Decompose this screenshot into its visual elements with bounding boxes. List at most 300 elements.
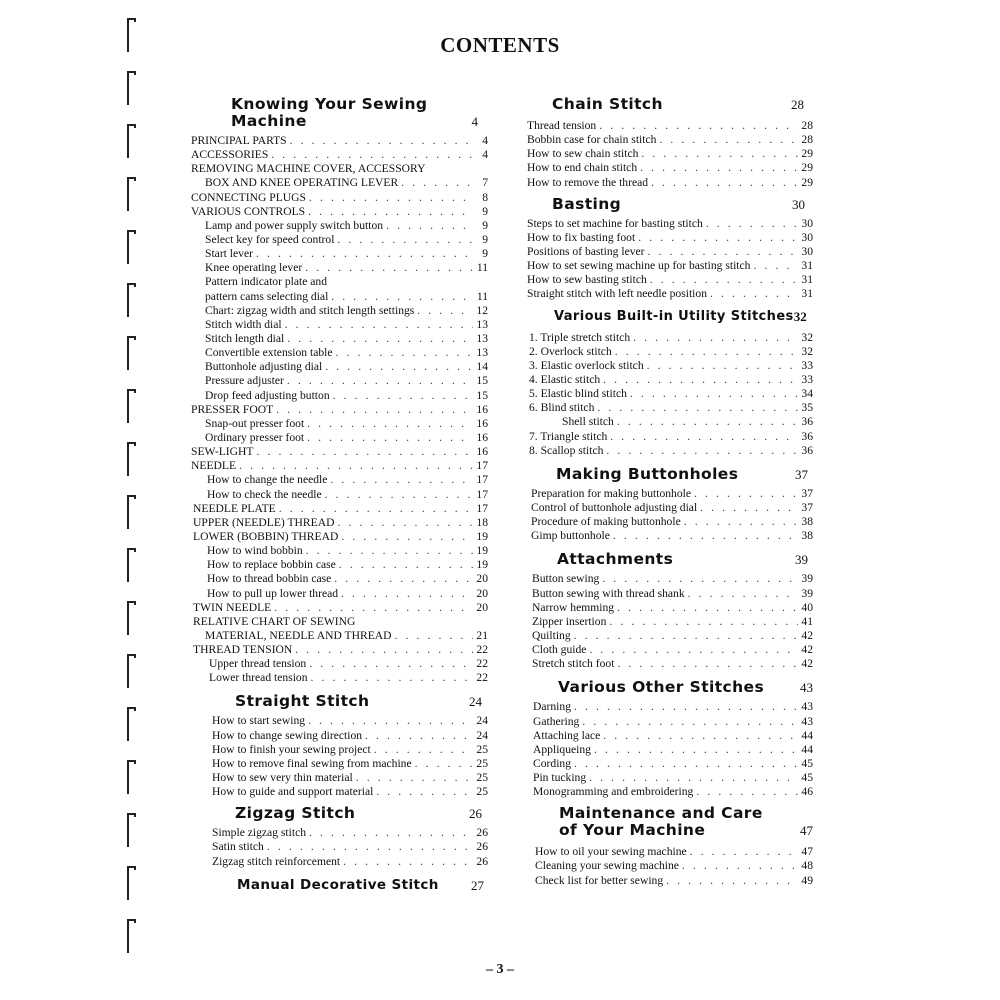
toc-entry [527, 643, 813, 657]
toc-entry [527, 874, 813, 888]
toc-entry-page: 46 [801, 785, 813, 799]
toc-entry-page: 13 [476, 331, 488, 345]
dot-leader [710, 287, 798, 301]
section-page: 27 [471, 877, 484, 893]
section-title: Maintenance and Care [559, 804, 763, 823]
toc-entry-page: 30 [801, 216, 813, 230]
section-page: 37 [795, 466, 808, 482]
toc-entry-label: 4. Elastic stitch [529, 372, 601, 386]
toc-entry-page: 26 [476, 840, 488, 854]
dot-leader [684, 515, 798, 529]
toc-entry-page: 11 [476, 261, 488, 275]
dot-leader [341, 530, 473, 544]
dot-leader [659, 133, 798, 147]
toc-entry [191, 615, 488, 629]
toc-entry [527, 245, 813, 259]
toc-entry [191, 148, 488, 162]
toc-entry-label: Appliqueing [533, 742, 591, 756]
dot-leader [609, 615, 798, 629]
toc-entry-page: 17 [476, 459, 488, 473]
toc-entry [191, 558, 488, 572]
toc-entry-label: How to fix basting foot [527, 230, 636, 244]
toc-entry-page: 28 [801, 133, 813, 147]
binder-hole [125, 654, 137, 688]
toc-entry [191, 601, 488, 615]
toc-entry-page: 43 [801, 700, 813, 714]
toc-entry-page: 32 [801, 344, 813, 358]
dot-leader [650, 273, 798, 287]
dot-leader [325, 360, 473, 374]
toc-entry [527, 161, 813, 175]
toc-entry-label: Shell stitch [562, 415, 614, 429]
section-knowing-your-machine [191, 96, 488, 685]
toc-entry-page: 15 [476, 388, 488, 402]
toc-entry-label: How to start sewing [212, 714, 306, 728]
entry-list [191, 134, 488, 685]
dot-leader [287, 374, 473, 388]
toc-entry-label: Zigzag stitch reinforcement [212, 854, 341, 868]
toc-entry [527, 845, 813, 859]
toc-entry-page: 35 [801, 401, 813, 415]
toc-entry-page: 18 [476, 515, 488, 529]
toc-entry-page: 25 [476, 771, 488, 785]
toc-entry-label: How to sew basting stitch [527, 273, 647, 287]
toc-entry-page: 30 [801, 244, 813, 258]
toc-entry [527, 231, 813, 245]
section-chain-stitch [527, 96, 813, 190]
section-title: Making Buttonholes [556, 464, 739, 483]
toc-entry-label: UPPER (NEEDLE) THREAD [193, 515, 335, 529]
toc-entry-label: 3. Elastic overlock stitch [529, 358, 644, 372]
dot-leader [615, 345, 798, 359]
toc-entry-page: 16 [476, 402, 488, 416]
dot-leader [339, 558, 473, 572]
dot-leader [651, 176, 798, 190]
toc-entry [527, 729, 813, 743]
toc-entry-page: 9 [482, 232, 488, 246]
toc-entry-page: 25 [476, 756, 488, 770]
dot-leader [331, 290, 473, 304]
dot-leader [597, 401, 798, 415]
section-zigzag-stitch [191, 805, 488, 868]
dot-leader [325, 488, 473, 502]
section-title: Basting [552, 194, 622, 213]
dot-leader [613, 529, 798, 543]
toc-entry-label: Select key for speed control [205, 232, 335, 246]
toc-entry-label: How to check the needle [207, 487, 322, 501]
dot-leader [606, 444, 798, 458]
section-basting [527, 196, 813, 302]
toc-entry-page: 19 [476, 558, 488, 572]
dot-leader [290, 134, 473, 148]
toc-entry-page: 33 [801, 358, 813, 372]
section-title: of Your Machine [559, 821, 706, 840]
dot-leader [633, 331, 798, 345]
dot-leader [337, 516, 473, 530]
section-page: 28 [791, 97, 804, 112]
toc-entry-page: 16 [476, 430, 488, 444]
dot-leader [333, 389, 473, 403]
toc-entry-page: 38 [801, 529, 813, 543]
toc-entry-page: 37 [801, 486, 813, 500]
toc-entry-label: How to finish your sewing project [212, 742, 371, 756]
toc-entry-label: PRESSER FOOT [191, 402, 274, 416]
toc-entry [191, 459, 488, 473]
toc-entry [527, 430, 813, 444]
toc-entry-page: 12 [476, 303, 488, 317]
section-title: Chain Stitch [552, 95, 663, 113]
toc-entry-page: 26 [476, 854, 488, 868]
toc-entry-page: 22 [476, 671, 488, 685]
binder-hole [125, 919, 137, 953]
toc-entry [527, 331, 813, 345]
dot-leader [599, 119, 798, 133]
section-page: 4 [471, 114, 478, 129]
dot-leader [648, 245, 798, 259]
toc-left-column [191, 96, 488, 894]
binder-hole [125, 283, 137, 317]
toc-entry-label: PRINCIPAL PARTS [191, 134, 287, 147]
dot-leader [271, 148, 473, 162]
dot-leader [617, 415, 798, 429]
toc-entry-page: 16 [476, 445, 488, 459]
dot-leader [334, 572, 473, 586]
toc-entry-page: 31 [801, 287, 813, 301]
section-page: 32 [793, 308, 807, 324]
toc-entry-page: 25 [476, 785, 488, 799]
toc-entry [191, 629, 488, 643]
section-heading [527, 466, 813, 483]
entry-list [527, 845, 813, 887]
toc-entry-label: How to change sewing direction [212, 728, 363, 742]
toc-entry [527, 487, 813, 501]
toc-entry-label: Cording [533, 756, 572, 770]
toc-entry-label: TWIN NEEDLE [193, 600, 272, 614]
toc-entry [527, 415, 813, 429]
dot-leader [696, 785, 798, 799]
dot-leader [356, 771, 473, 785]
dot-leader [376, 785, 473, 799]
toc-entry [527, 387, 813, 401]
toc-entry-page: 17 [476, 487, 488, 501]
toc-entry [527, 217, 813, 231]
toc-entry [191, 445, 488, 459]
dot-leader [311, 671, 473, 685]
toc-entry [527, 259, 813, 273]
toc-entry-label: Stitch length dial [205, 331, 285, 345]
toc-entry-page: 22 [476, 657, 488, 671]
toc-entry-label: How to set sewing machine up for basting stitch [527, 259, 751, 273]
page-number: – 3 – [486, 962, 514, 977]
toc-entry [191, 318, 488, 332]
toc-entry [191, 516, 488, 530]
toc-entry [527, 757, 813, 771]
binder-hole [125, 230, 137, 264]
dot-leader [274, 601, 473, 615]
dot-leader [309, 826, 473, 840]
binder-hole [125, 442, 137, 476]
toc-entry-label: How to thread bobbin case [207, 572, 332, 586]
entry-list [527, 119, 813, 190]
toc-entry [191, 855, 488, 869]
toc-entry [191, 332, 488, 346]
section-page: 39 [795, 552, 808, 568]
dot-leader [308, 714, 473, 728]
section-title: Knowing Your Sewing [231, 95, 428, 113]
toc-entry [191, 275, 488, 289]
toc-entry-label: Gimp buttonhole [531, 529, 610, 543]
toc-entry-label: Cleaning your sewing machine [535, 859, 679, 873]
toc-entry-page: 8 [482, 190, 488, 204]
binder-hole [125, 813, 137, 847]
toc-entry [527, 345, 813, 359]
toc-entry-label: How to remove final sewing from machine [212, 756, 412, 770]
toc-entry [191, 572, 488, 586]
section-attachments [527, 551, 813, 671]
dot-leader [666, 874, 798, 888]
toc-entry-label: How to oil your sewing machine [535, 845, 687, 859]
toc-entry-label: Satin stitch [212, 840, 264, 854]
toc-entry [527, 601, 813, 615]
dot-leader [647, 359, 798, 373]
binder-holes [125, 18, 141, 978]
toc-entry [191, 671, 488, 685]
toc-entry-label: BOX AND KNEE OPERATING LEVER [205, 176, 399, 190]
dot-leader [276, 403, 473, 417]
toc-entry-page: 48 [801, 859, 813, 873]
binder-hole [125, 389, 137, 423]
dot-leader [630, 387, 798, 401]
dot-leader [682, 859, 798, 873]
dot-leader [341, 587, 473, 601]
toc-entry-page: 37 [801, 500, 813, 514]
toc-entry-page: 36 [801, 415, 813, 429]
toc-entry-label: How to sew chain stitch [527, 147, 639, 161]
section-heading [191, 805, 488, 822]
toc-entry [527, 176, 813, 190]
toc-entry-label: Control of buttonhole adjusting dial [531, 500, 698, 514]
toc-entry [527, 615, 813, 629]
toc-entry [527, 444, 813, 458]
toc-entry-label: 5. Elastic blind stitch [529, 387, 627, 401]
toc-entry [527, 119, 813, 133]
toc-entry-label: Simple zigzag stitch [212, 826, 307, 840]
binder-hole [125, 336, 137, 370]
toc-entry [527, 133, 813, 147]
toc-entry [191, 403, 488, 417]
toc-entry-label: Procedure of making buttonhole [531, 515, 681, 529]
toc-entry-label: How to remove the thread [527, 175, 649, 189]
toc-entry-label: Zipper insertion [532, 614, 607, 628]
toc-entry [527, 572, 813, 586]
toc-entry-page: 9 [482, 204, 488, 218]
binder-hole [125, 866, 137, 900]
dot-leader [365, 729, 473, 743]
section-page: 43 [800, 680, 813, 696]
dot-leader [330, 473, 473, 487]
toc-entry-label: How to sew very thin material [212, 771, 353, 785]
toc-entry [191, 417, 488, 431]
toc-entry [191, 785, 488, 799]
toc-entry-page: 47 [801, 845, 813, 859]
toc-entry-label: pattern cams selecting dial [205, 289, 329, 303]
toc-entry [191, 346, 488, 360]
section-making-buttonholes [527, 466, 813, 544]
dot-leader [386, 219, 473, 233]
binder-hole [125, 124, 137, 158]
toc-entry [191, 840, 488, 854]
toc-entry-page: 42 [801, 643, 813, 657]
toc-entry [191, 304, 488, 318]
toc-entry [191, 488, 488, 502]
toc-entry-page: 32 [801, 330, 813, 344]
toc-entry-page: 20 [476, 586, 488, 600]
dot-leader [700, 501, 798, 515]
toc-entry-label: ACCESSORIES [191, 148, 269, 162]
toc-entry-label: Darning [533, 700, 571, 714]
toc-entry [527, 743, 813, 757]
toc-entry-label: RELATIVE CHART OF SEWING [193, 614, 356, 628]
dot-leader [309, 191, 473, 205]
toc-entry-page: 40 [801, 600, 813, 614]
toc-entry-label: Stretch stitch foot [532, 657, 615, 671]
dot-leader [307, 431, 473, 445]
toc-entry-label: Button sewing [532, 572, 600, 586]
toc-entry [527, 287, 813, 301]
dot-leader [343, 855, 473, 869]
toc-entry-label: NEEDLE [191, 459, 237, 473]
dot-leader [306, 544, 473, 558]
toc-entry [191, 290, 488, 304]
toc-entry-label: Start lever [205, 247, 253, 261]
section-heading [527, 308, 813, 325]
toc-entry-label: MATERIAL, NEEDLE AND THREAD [205, 628, 392, 642]
dot-leader [415, 757, 473, 771]
toc-entry-label: Monogramming and embroidering [533, 785, 694, 799]
dot-leader [574, 700, 798, 714]
section-heading [527, 805, 813, 839]
toc-entry-page: 14 [476, 360, 488, 374]
toc-entry [527, 785, 813, 799]
toc-entry [527, 629, 813, 643]
toc-entry-page: 39 [801, 586, 813, 600]
toc-entry-label: Straight stitch with left needle position [527, 287, 707, 301]
toc-entry [527, 515, 813, 529]
toc-entry [527, 273, 813, 287]
dot-leader [417, 304, 473, 318]
toc-entry-label: Chart: zigzag width and stitch length settings [205, 303, 415, 317]
binder-hole [125, 177, 137, 211]
toc-entry [191, 473, 488, 487]
toc-entry-label: How to wind bobbin [207, 544, 303, 558]
toc-entry-page: 26 [476, 826, 488, 840]
binder-hole [125, 548, 137, 582]
toc-entry-label: Convertible extension table [205, 346, 333, 360]
toc-entry-page: 7 [482, 176, 488, 190]
binder-hole [125, 71, 137, 105]
toc-entry [191, 360, 488, 374]
toc-entry-page: 13 [476, 346, 488, 360]
binder-hole [125, 760, 137, 794]
toc-entry [191, 431, 488, 445]
section-page: 24 [469, 694, 482, 710]
toc-entry-page: 20 [476, 600, 488, 614]
section-heading [527, 679, 813, 696]
toc-entry [191, 134, 488, 148]
toc-entry-label: 7. Triangle stitch [529, 429, 608, 443]
toc-entry-page: 36 [801, 443, 813, 457]
toc-entry [527, 359, 813, 373]
toc-entry-page: 13 [476, 317, 488, 331]
toc-entry-page: 49 [801, 873, 813, 887]
toc-entry-page: 44 [801, 728, 813, 742]
binder-hole [125, 707, 137, 741]
toc-entry-page: 39 [801, 572, 813, 586]
binder-hole [125, 495, 137, 529]
toc-entry [527, 859, 813, 873]
section-title: Zigzag Stitch [235, 804, 356, 823]
toc-entry-label: Ordinary presser foot [205, 430, 305, 444]
dot-leader [337, 233, 473, 247]
toc-entry [191, 729, 488, 743]
dot-leader [256, 247, 473, 261]
section-manual-decorative-stitch [191, 877, 488, 894]
dot-leader [602, 572, 798, 586]
toc-entry-page: 44 [801, 742, 813, 756]
dot-leader [305, 261, 473, 275]
toc-entry-page: 31 [801, 259, 813, 273]
entry-list [527, 572, 813, 671]
dot-leader [309, 657, 473, 671]
toc-entry [191, 191, 488, 205]
entry-list [191, 714, 488, 799]
toc-entry-label: VARIOUS CONTROLS [191, 204, 306, 218]
toc-entry-page: 22 [476, 643, 488, 657]
toc-entry-label: Positions of basting lever [527, 244, 645, 258]
dot-leader [239, 459, 473, 473]
entry-list [527, 217, 813, 302]
toc-entry-page: 42 [801, 657, 813, 671]
toc-entry-label: Pin tucking [533, 771, 587, 785]
section-title: Manual Decorative Stitch [237, 876, 439, 893]
toc-entry-page: 41 [801, 614, 813, 628]
toc-entry-label: Narrow hemming [532, 600, 615, 614]
toc-entry-label: How to replace bobbin case [207, 558, 336, 572]
dot-leader [603, 729, 798, 743]
toc-entry-label: Pressure adjuster [205, 374, 284, 388]
toc-entry-label: Upper thread tension [209, 657, 307, 671]
dot-leader [594, 743, 798, 757]
toc-entry [191, 219, 488, 233]
toc-entry [527, 715, 813, 729]
toc-entry-page: 29 [801, 161, 813, 175]
toc-entry [191, 162, 488, 176]
toc-entry-label: Lamp and power supply switch button [205, 218, 384, 232]
toc-entry-page: 34 [801, 387, 813, 401]
toc-entry-page: 42 [801, 628, 813, 642]
toc-entry-page: 16 [476, 416, 488, 430]
toc-entry-page: 25 [476, 742, 488, 756]
toc-entry-label: Snap-out presser foot [205, 416, 305, 430]
toc-entry-label: Preparation for making buttonhole [531, 486, 692, 500]
toc-entry-page: 38 [801, 515, 813, 529]
toc-entry-page: 36 [801, 429, 813, 443]
toc-entry-page: 20 [476, 572, 488, 586]
section-straight-stitch [191, 693, 488, 799]
dot-leader [582, 715, 798, 729]
section-title: Straight Stitch [235, 692, 370, 711]
toc-entry [191, 743, 488, 757]
